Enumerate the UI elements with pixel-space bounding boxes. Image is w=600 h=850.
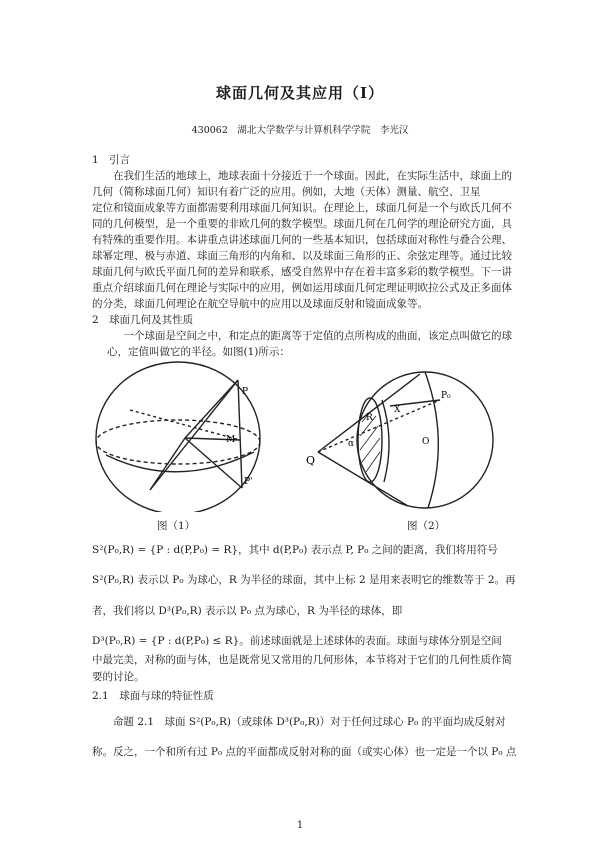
label-X: X xyxy=(394,405,401,415)
page-title: 球面几何及其应用（Ⅰ） xyxy=(215,84,385,102)
math-line: 中最完美，对称的面与体，也是既常见又常用的几何形体，本节将对于它们的几何性质作简 xyxy=(92,654,512,666)
label-P-prime: P' xyxy=(244,477,253,487)
figure-2-cone-sphere xyxy=(318,372,493,508)
proposition-line: 称。反之，一个和所有过 P₀ 点的平面都成反射对称的面（或实心体）也一定是一个以 P₀ 点 xyxy=(92,746,517,758)
sphere-figures xyxy=(90,360,510,512)
label-P: P xyxy=(242,387,249,397)
proposition-line: 命题 2.1 球面 S²(P₀,R)（或球体 D³(P₀,R)）对于任何过球心 P₀ 的平面均成反射对 xyxy=(92,716,506,728)
text-line: 的分类，球面几何理论在航空导航中的应用以及球面反射和镜面成象等。 xyxy=(92,298,428,310)
math-line: S²(P₀,R) 表示以 P₀ 为球心，R 为半径的球面，其中上标 2 是用来表明它的维数等于 2。再 xyxy=(92,574,516,586)
figure-2-caption: 图（2） xyxy=(407,520,446,532)
math-line: 者，我们将以 D³(P₀,R) 表示以 P₀ 点为球心，R 为半径的球体，即 xyxy=(92,605,403,617)
text-line: 球面几何与欧氏平面几何的差异和联系，感受自然界中存在着丰富多彩的数学模型。下一讲 xyxy=(92,266,512,278)
label-R: R xyxy=(366,413,373,423)
author-line: 430062 湖北大学数学与计算机科学学院 李光汉 xyxy=(191,125,409,136)
figure-1-caption: 图（1） xyxy=(157,520,196,532)
page-number: 1 xyxy=(296,820,304,831)
text-line: 在我们生活的地球上，地球表面十分接近于一个球面。因此，在实际生活中，球面上的 xyxy=(92,170,512,182)
section-heading-intro: 1 引言 xyxy=(92,154,131,166)
text-line: 一个球面是空间之中，和定点的距离等于定值的点所构成的曲面，该定点叫做它的球 xyxy=(92,330,512,342)
text-line: 心，定值叫做它的半径。如图(1)所示： xyxy=(107,346,290,358)
text-line: 重点介绍球面几何在理论与实际中的应用，例如运用球面几何定理证明欧拉公式及正多面体 xyxy=(92,282,512,294)
math-line: S²(P₀,R) = {P : d(P,P₀) = R}，其中 d(P,P₀) 表示点 P, P₀ 之间的距离，我们将用符号 xyxy=(92,544,498,556)
text-line: 球幂定理、极与赤道、球面三角形的内角和、以及球面三角形的正、余弦定理等。通过比较 xyxy=(92,250,512,262)
math-line: 要的讨论。 xyxy=(92,671,145,683)
text-line: 定位和镜面成象等方面都需要利用球面几何知识。在理论上，球面几何是一个与欧氏几何不 xyxy=(92,202,512,214)
text-line: 几何（简称球面几何）知识有着广泛的应用。例如，大地（天体）测量、航空、卫星 xyxy=(92,186,481,198)
label-Q: Q xyxy=(306,454,316,467)
text-line: 同的几何模型，是一个重要的非欧几何的数学模型。球面几何在几何学的理论研究方面，具 xyxy=(92,218,512,230)
label-M: M xyxy=(226,435,236,445)
label-P0: P₀ xyxy=(441,391,451,401)
label-O: O xyxy=(422,437,430,447)
text-line: 有特殊的重要作用。本讲重点讲述球面几何的一些基本知识，包括球面对称性与叠合公理、 xyxy=(92,234,512,246)
figure-1-sphere xyxy=(96,362,260,512)
math-line: D³(P₀,R) = {P : d(P,P₀) ≤ R}。前述球面就是上述球体的表面。球面与球体分别是空间 xyxy=(92,635,502,647)
label-alpha: α xyxy=(348,439,355,449)
section-heading-2-1: 2.1 球面与球的特征性质 xyxy=(92,690,214,702)
section-heading-sphere-geometry: 2 球面几何及其性质 xyxy=(92,314,194,326)
